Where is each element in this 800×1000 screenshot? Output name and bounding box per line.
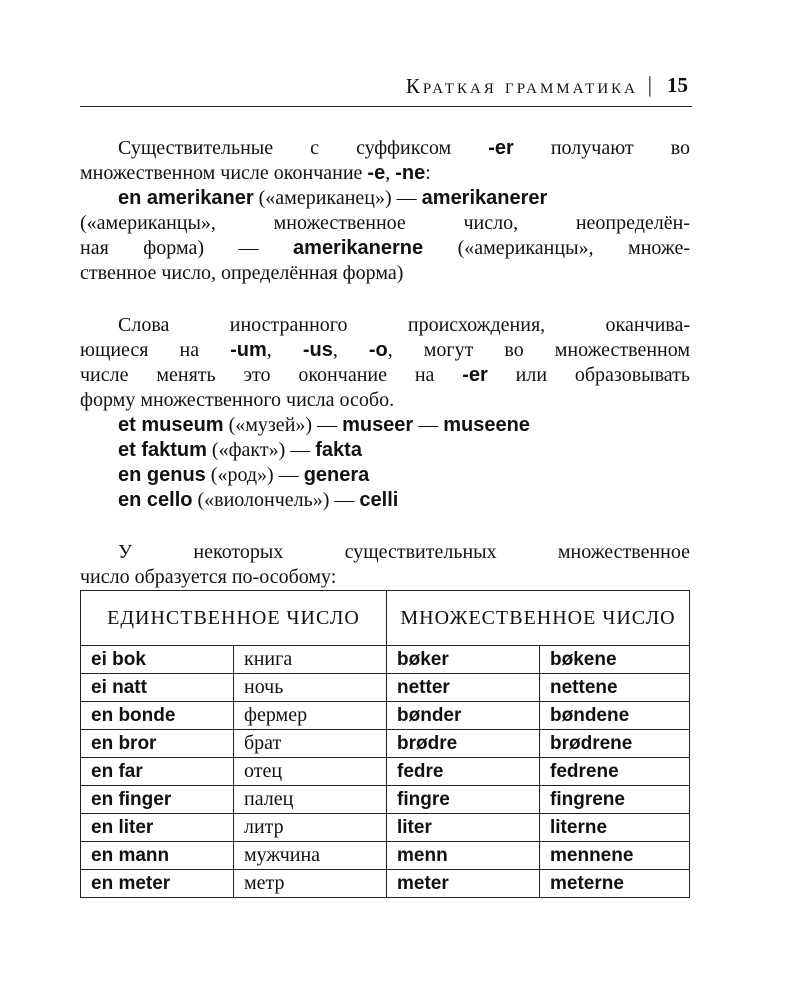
singular-word: en bonde <box>81 702 234 730</box>
text-line: число образуется по-особому: <box>80 566 337 588</box>
irregular-plural-table <box>80 590 690 898</box>
table-row <box>81 870 690 898</box>
example-line: et museum («музей») — museer — museene <box>118 414 530 436</box>
plural-definite: bøkene <box>540 646 690 674</box>
plural-definite: fingrene <box>540 786 690 814</box>
singular-word: en finger <box>81 786 234 814</box>
plural-indefinite: bøker <box>387 646 540 674</box>
plural-definite: mennene <box>540 842 690 870</box>
translation: палец <box>234 786 387 814</box>
text-line: У некоторых существительных множественное <box>118 541 690 563</box>
paragraph-irregular-plurals <box>80 540 690 590</box>
translation: литр <box>234 814 387 842</box>
table-row <box>81 786 690 814</box>
example-line: en amerikaner («американец») — amerikanerer <box>118 187 548 209</box>
table-row <box>81 814 690 842</box>
text-line: ственное число, определённая форма) <box>80 262 404 284</box>
plural-definite: literne <box>540 814 690 842</box>
plural-indefinite: fingre <box>387 786 540 814</box>
paragraph-suffix-er <box>80 136 690 286</box>
example-line: et faktum («факт») — fakta <box>118 439 362 461</box>
translation: мужчина <box>234 842 387 870</box>
plural-indefinite: liter <box>387 814 540 842</box>
text-line: ная форма) — amerikanerne («американцы», множе- <box>80 237 690 259</box>
singular-word: en far <box>81 758 234 786</box>
page-number: 15 <box>667 73 688 97</box>
singular-word: en mann <box>81 842 234 870</box>
running-title: Краткая грамматика <box>405 74 638 98</box>
header-separator: | <box>647 72 652 97</box>
plural-definite: nettene <box>540 674 690 702</box>
example-line: en genus («род») — genera <box>118 464 370 486</box>
text-line: множественном числе окончание -e, -ne: <box>80 162 431 184</box>
plural-indefinite: netter <box>387 674 540 702</box>
plural-indefinite: brødre <box>387 730 540 758</box>
plural-indefinite: menn <box>387 842 540 870</box>
text-line: («американцы», множественное число, неопределён- <box>80 212 690 234</box>
text-line: Существительные с суффиксом -er получают во <box>118 137 690 159</box>
singular-word: en bror <box>81 730 234 758</box>
translation: фермер <box>234 702 387 730</box>
table-row <box>81 730 690 758</box>
plural-definite: brødrene <box>540 730 690 758</box>
text-line: числе менять это окончание на -er или образовывать <box>80 364 690 386</box>
table-row <box>81 702 690 730</box>
plural-definite: fedrene <box>540 758 690 786</box>
translation: книга <box>234 646 387 674</box>
text-line: ющиеся на -um, -us, -o, могут во множественном <box>80 339 691 361</box>
text-line: Слова иностранного происхождения, оканчива- <box>118 314 690 336</box>
translation: отец <box>234 758 387 786</box>
plural-indefinite: fedre <box>387 758 540 786</box>
table-header-row <box>81 591 690 646</box>
table-row <box>81 758 690 786</box>
translation: ночь <box>234 674 387 702</box>
translation: метр <box>234 870 387 898</box>
table-row <box>81 842 690 870</box>
plural-definite: bøndene <box>540 702 690 730</box>
example-line: en cello («виолончель») — celli <box>118 489 399 511</box>
singular-word: en liter <box>81 814 234 842</box>
plural-indefinite: bønder <box>387 702 540 730</box>
singular-word: ei bok <box>81 646 234 674</box>
table-row <box>81 674 690 702</box>
column-header-singular: ЕДИНСТВЕННОЕ ЧИСЛО <box>81 591 387 646</box>
plural-definite: meterne <box>540 870 690 898</box>
translation: брат <box>234 730 387 758</box>
table-body <box>81 646 690 898</box>
singular-word: ei natt <box>81 674 234 702</box>
table-row <box>81 646 690 674</box>
page-header <box>80 70 692 107</box>
paragraph-foreign-words <box>80 313 690 513</box>
plural-indefinite: meter <box>387 870 540 898</box>
text-line: форму множественного числа особо. <box>80 389 395 411</box>
column-header-plural: МНОЖЕСТВЕННОЕ ЧИСЛО <box>387 591 690 646</box>
singular-word: en meter <box>81 870 234 898</box>
